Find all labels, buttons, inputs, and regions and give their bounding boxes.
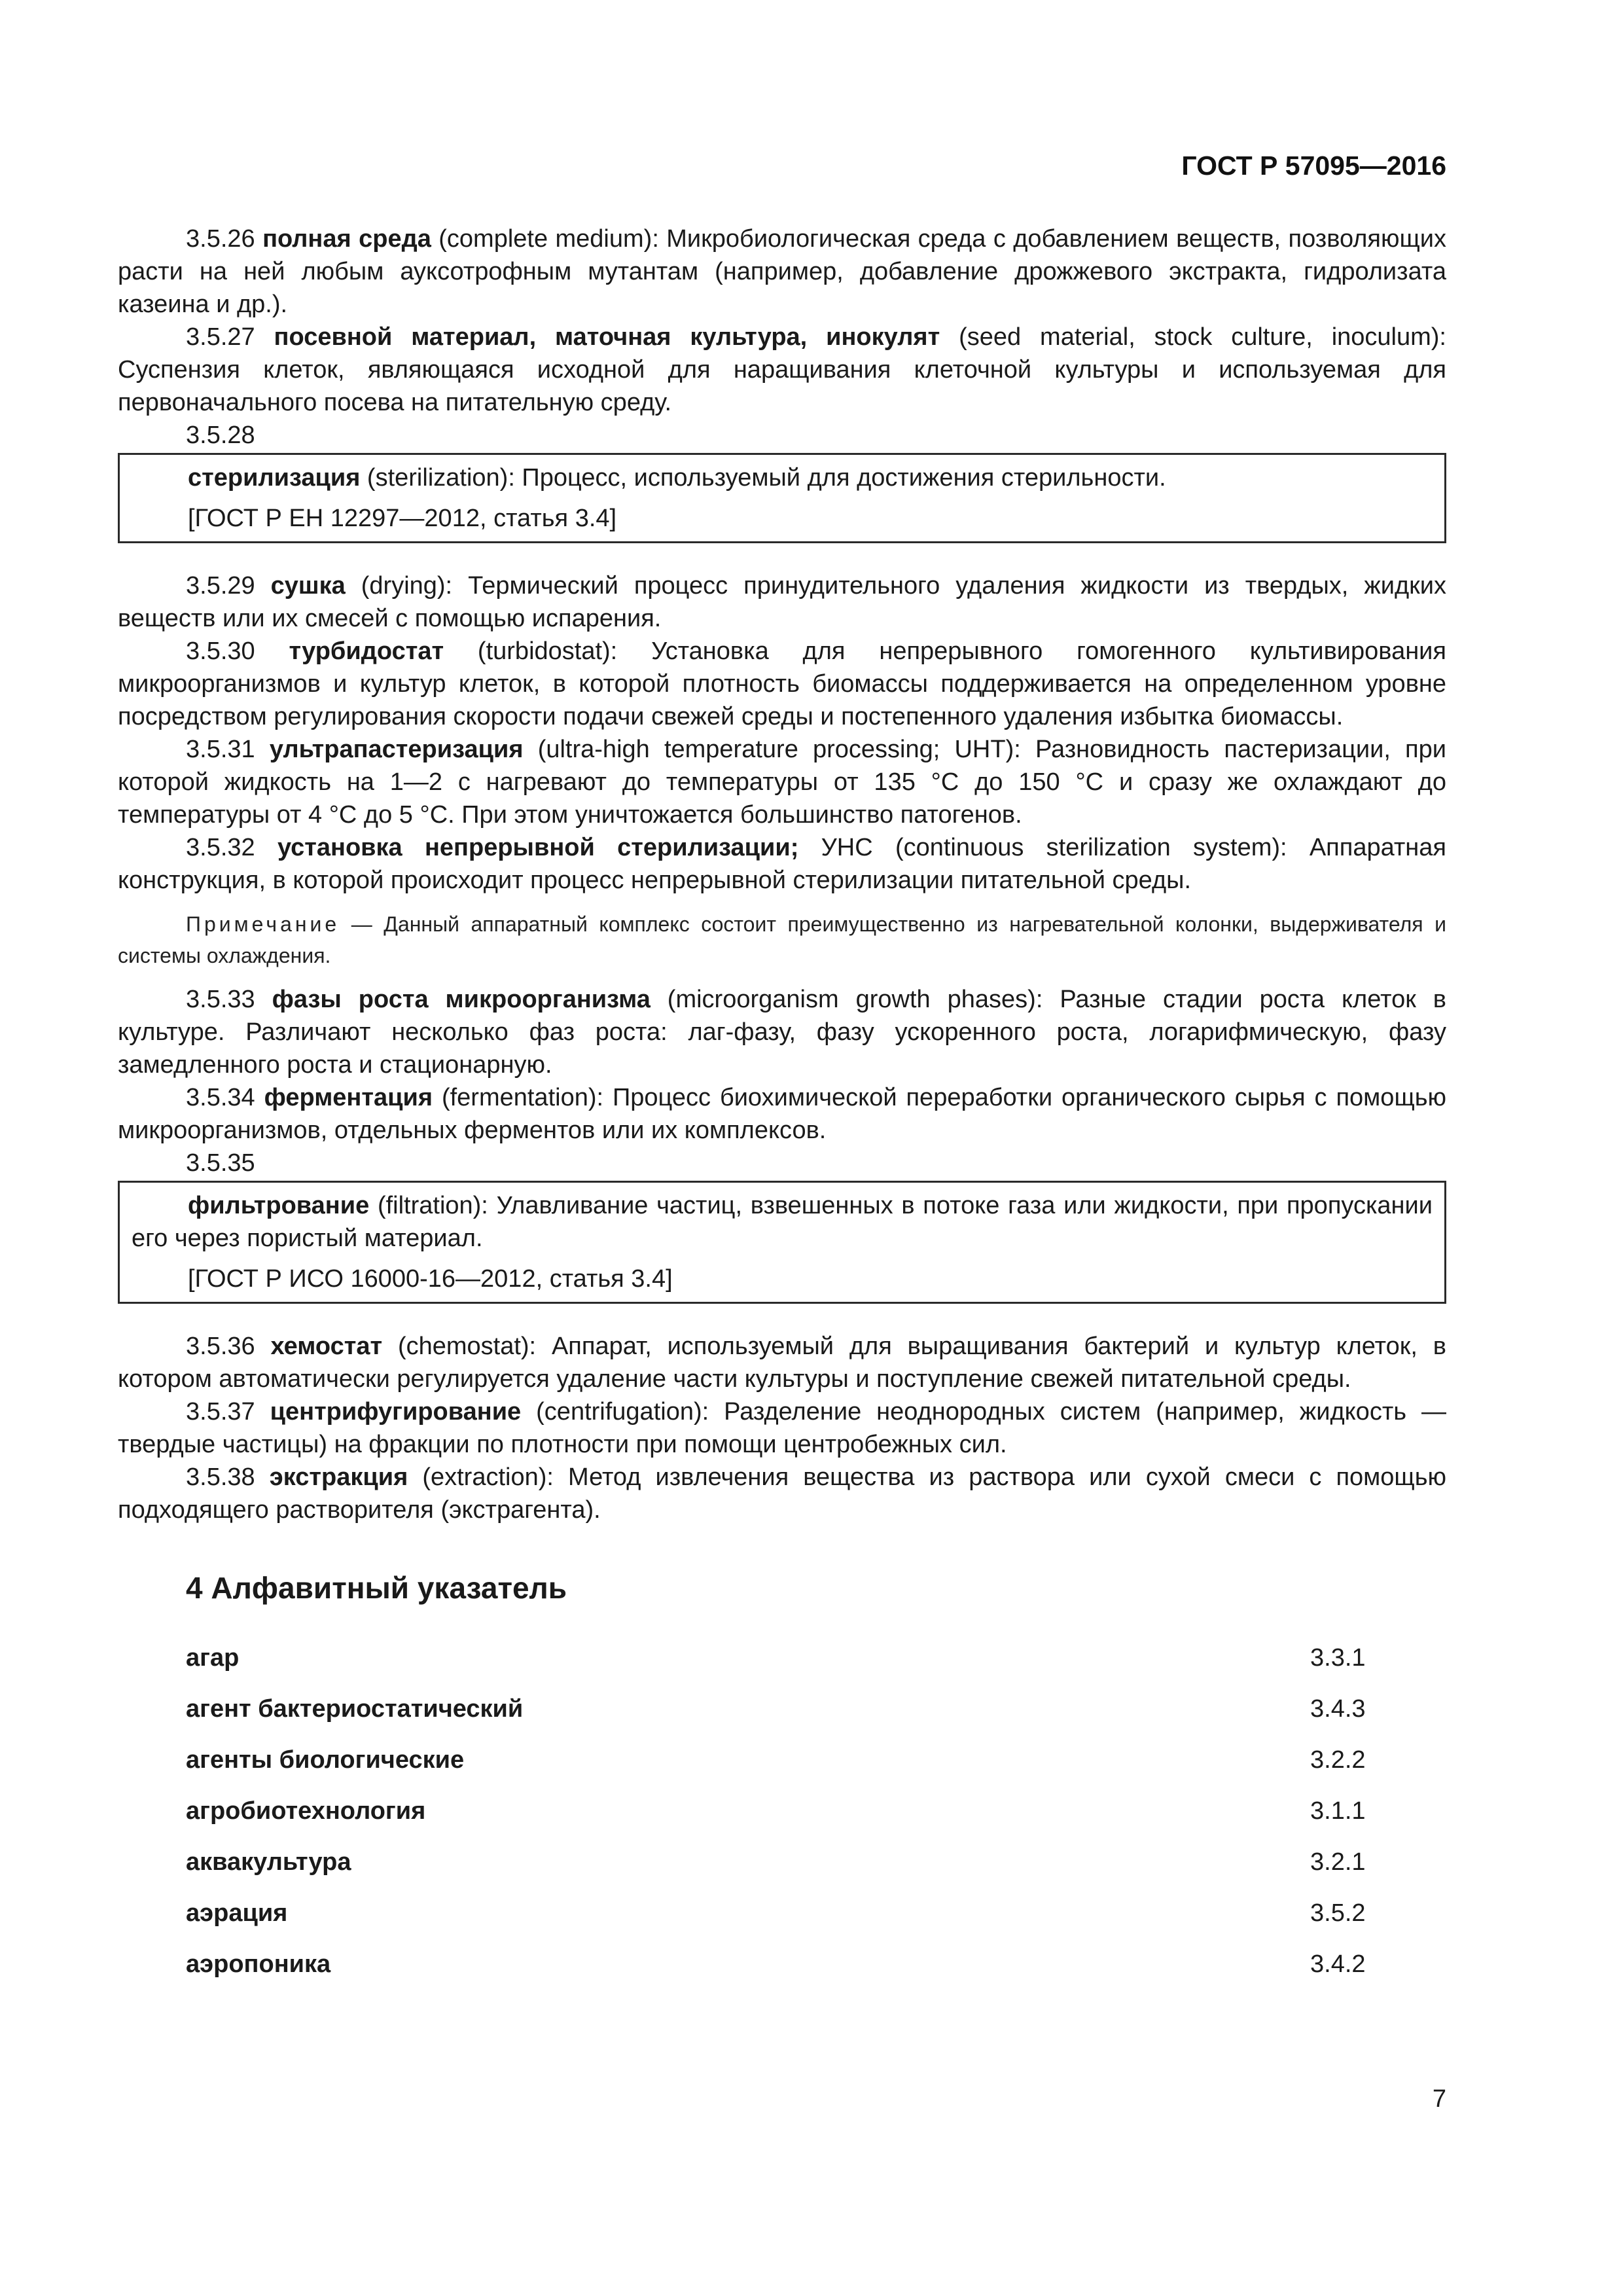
term-entry <box>118 983 1446 1081</box>
term-entry <box>118 223 1446 321</box>
term-entry <box>132 1189 1433 1255</box>
entry-number: 3.5.30 <box>186 637 255 665</box>
term-entry <box>118 1330 1446 1395</box>
entry-definition: (filtration): Улавливание частиц, взвешенных в потоке газа или жидкости, при пропускании его через пористый материал. <box>132 1192 1433 1252</box>
term-entry <box>132 461 1433 494</box>
entry-term: посевной материал, маточная культура, инокулят <box>274 323 940 351</box>
entry-number: 3.5.27 <box>186 323 255 351</box>
entry-source: [ГОСТ Р ЕН 12297—2012, статья 3.4] <box>188 505 617 532</box>
entry-number: 3.5.37 <box>186 1398 255 1426</box>
entry-term: турбидостат <box>289 637 444 665</box>
alphabetical-index <box>118 1632 1446 1990</box>
quoted-definition-box <box>118 453 1446 543</box>
index-item <box>118 1785 1446 1837</box>
index-item <box>118 1632 1446 1683</box>
index-term: аквакультура <box>186 1848 351 1876</box>
entry-definition: (fermentation): Процесс биохимической переработки органического сырья с помощью микроорганизмов, отдельных ферментов или их комплексов. <box>118 1084 1447 1144</box>
entry-number: 3.5.28 <box>186 422 255 449</box>
entry-definition: (centrifugation): Разделение неоднородных систем (например, жидкость — твердые частицы) на фракции по плотности при помощи центробежных сил. <box>118 1398 1446 1458</box>
index-ref: 3.3.1 <box>1310 1644 1366 1672</box>
index-ref: 3.2.2 <box>1310 1746 1366 1774</box>
page-content <box>118 223 1446 1990</box>
note <box>118 908 1446 971</box>
index-item <box>118 1888 1446 1939</box>
entry-term: полная среда <box>262 225 431 253</box>
entry-number: 3.5.29 <box>186 572 255 600</box>
entry-number: 3.5.35 <box>186 1149 255 1177</box>
entry-source: [ГОСТ Р ИСО 16000-16—2012, статья 3.4] <box>188 1265 673 1293</box>
term-entry <box>118 831 1446 897</box>
entry-number: 3.5.33 <box>186 986 255 1013</box>
entry-number: 3.5.36 <box>186 1333 255 1360</box>
entry-definition: (extraction): Метод извлечения вещества из раствора или сухой смеси с помощью подходящего растворителя (экстрагента). <box>118 1463 1446 1524</box>
standard-code: ГОСТ Р 57095—2016 <box>1181 151 1446 181</box>
index-term: агент бактериостатический <box>186 1695 524 1723</box>
entry-term: ультрапастеризация <box>269 736 524 763</box>
quoted-definition-box <box>118 1181 1446 1304</box>
entry-number: 3.5.31 <box>186 736 255 763</box>
index-term: агар <box>186 1644 240 1672</box>
entry-term: ферментация <box>264 1084 433 1111</box>
entry-term: фазы роста микроорганизма <box>272 986 651 1013</box>
entry-definition: (seed material, stock culture, inoculum): Суспензия клеток, являющаяся исходной для наращивания клеточной культуры и используемая для первоначального посева на питательную среду. <box>118 323 1446 416</box>
entry-definition: (chemostat): Аппарат, используемый для выращивания бактерий и культур клеток, в котором автоматически регулируется удаление части культуры и поступление свежей питательной среды. <box>118 1333 1446 1393</box>
term-entry <box>118 733 1446 831</box>
term-entry <box>118 1461 1446 1526</box>
entry-definition: (ultra-high temperature processing; UHT): Разновидность пастеризации, при которой жидкость на 1—2 с нагревают до температуры от 135 °С до 150 °С и сразу же охлаждают до температуры от 4 °С до 5 °С. При этом уничтожается большинство патогенов. <box>118 736 1446 829</box>
term-entry <box>118 569 1446 635</box>
entry-number: 3.5.38 <box>186 1463 255 1491</box>
entry-definition: (microorganism growth phases): Разные стадии роста клеток в культуре. Различают несколько фаз роста: лаг-фазу, фазу ускоренного роста, логарифмическую, фазу замедленного роста и стационарную. <box>118 986 1446 1079</box>
section-title: 4 Алфавитный указатель <box>186 1571 567 1605</box>
entry-definition: (drying): Термический процесс принудительного удаления жидкости из твердых, жидких веществ или их смесей с помощью испарения. <box>118 572 1446 632</box>
page-number: 7 <box>1432 2085 1446 2113</box>
index-ref: 3.5.2 <box>1310 1899 1366 1927</box>
index-ref: 3.4.2 <box>1310 1950 1366 1978</box>
note-text: — Данный аппаратный комплекс состоит преимущественно из нагревательной колонки, выдерживателя и системы охлаждения. <box>118 912 1446 967</box>
note-label: Примечание <box>186 912 340 936</box>
entry-definition: (sterilization): Процесс, используемый для достижения стерильности. <box>360 464 1166 492</box>
index-ref: 3.2.1 <box>1310 1848 1366 1876</box>
entry-term: хемостат <box>270 1333 383 1360</box>
entry-number: 3.5.32 <box>186 834 255 861</box>
index-term: аэропоника <box>186 1950 331 1978</box>
index-item <box>118 1939 1446 1990</box>
term-entry <box>118 321 1446 419</box>
index-ref: 3.1.1 <box>1310 1797 1366 1825</box>
entry-definition: (turbidostat): Установка для непрерывного гомогенного культивирования микроорганизмов и культур клеток, в которой плотность биомассы поддерживается на определенном уровне посредством регулирования скорости подачи свежей среды и постепенного удаления избытка биомассы. <box>118 637 1446 730</box>
entry-term: сушка <box>270 572 346 600</box>
entry-term: фильтрование <box>188 1192 370 1219</box>
term-entry <box>118 635 1446 733</box>
entry-term: центрифугирование <box>270 1398 522 1426</box>
index-term: аэрация <box>186 1899 288 1927</box>
entry-definition: УНС (continuous sterilization system): Аппаратная конструкция, в которой происходит процесс непрерывной стерилизации питательной среды. <box>118 834 1447 894</box>
term-entry <box>118 1081 1446 1147</box>
entry-definition: (complete medium): Микробиологическая среда с добавлением веществ, позволяющих расти на ней любым ауксотрофным мутантам (например, добавление дрожжевого экстракта, гидролизата казеина и др.). <box>118 225 1446 318</box>
entry-number: 3.5.26 <box>186 225 255 253</box>
entry-number: 3.5.34 <box>186 1084 255 1111</box>
index-item <box>118 1837 1446 1888</box>
term-entry <box>118 1395 1446 1461</box>
entry-term: экстракция <box>269 1463 408 1491</box>
entry-term: стерилизация <box>188 464 361 492</box>
index-item <box>118 1683 1446 1734</box>
index-term: агенты биологические <box>186 1746 465 1774</box>
entry-term: установка непрерывной стерилизации; <box>277 834 799 861</box>
index-item <box>118 1734 1446 1785</box>
index-ref: 3.4.3 <box>1310 1695 1366 1723</box>
index-term: агробиотехнология <box>186 1797 426 1825</box>
